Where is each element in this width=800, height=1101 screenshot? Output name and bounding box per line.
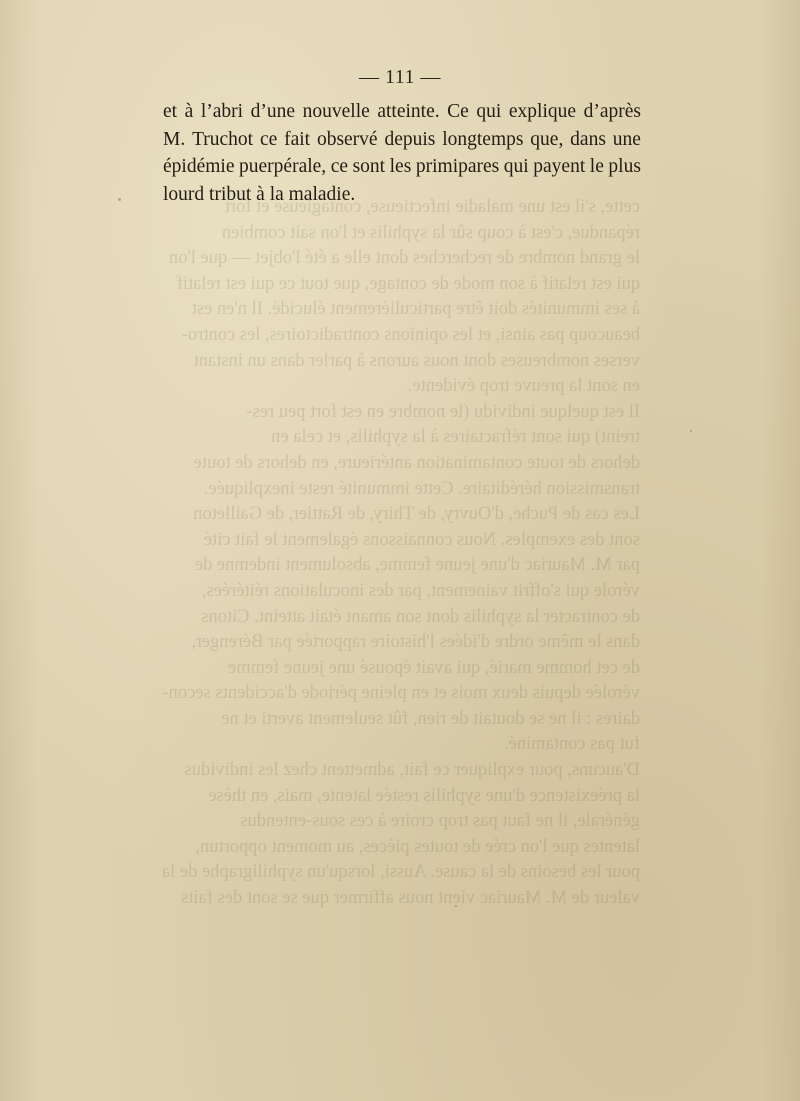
text-line: lourd tribut à la maladie. [163,183,356,205]
text-line: et à l’abri d’une nouvelle atteinte. Ce qui explique d’après [163,101,641,122]
paper-speck [118,198,121,201]
text-line: épidémie puerpérale, ce sont les primipares qui payent le plus [163,156,641,177]
page-number: — 111 — [358,66,441,88]
paper-speck [690,430,692,432]
text-line: M. Truchot ce fait observé depuis longtemps que, dans une [163,128,641,150]
body-text [163,98,641,208]
paper-speck [455,905,457,907]
bleed-through-text: cette, s'il est une maladie infectieuse, contagieuse et fort répandue, c'est à coup sûr la syphilis et l'on sait combien le grand nombre de recherches dont elle a été l'objet — que l'on qui est relatif à son mode de contage, que tout ce qui est relatif à ses immunités doit être particulièrement élucidé. Il n'en est beaucoup pas ainsi, et les opinions contradictoires, les contro- verses nombreuses dont nous aurons à parler dans un instant en sont la preuve trop évidente. Il est quelque individu (le nombre en est fort peu res- treint) qui sont réfractaires à la syphilis, et cela en dehors de toute contamination antérieure, en dehors de toute transmission héréditaire. Cette immunité reste inexpliquée. Les cas de Puche, d'Ouvry, de Thiry, de Rattier, de Gailleton sont des exemples. Nous connaissons également le fait cité par M. Mauriac d'une jeune femme, absolument indemne de vérole qui s'offrit vainement, par des inoculations réitérées, de contracter la syphilis dont son amant était atteint. Citons dans le même ordre d'idées l'histoire rapportée par Bérenger, de cet homme marié, qui avait épousé une jeune femme vérolée depuis deux mois et en pleine période d'accidents secon- daires : il ne se doutait de rien, fût seulement averti et ne fut pas contaminé. D'aucuns, pour expliquer ce fait, admettent chez les individus la préexistence d'une syphilis restée latente, mais, en thèse générale, il ne faut pas trop croire à ces sous-entendus latentes que l'on crée de toutes pièces, au moment opportun, pour les besoins de la cause. Aussi, lorsqu'un syphiligraphe de la valeur de M. Mauriac vient nous affirmer que se sont des faits [161,197,640,909]
